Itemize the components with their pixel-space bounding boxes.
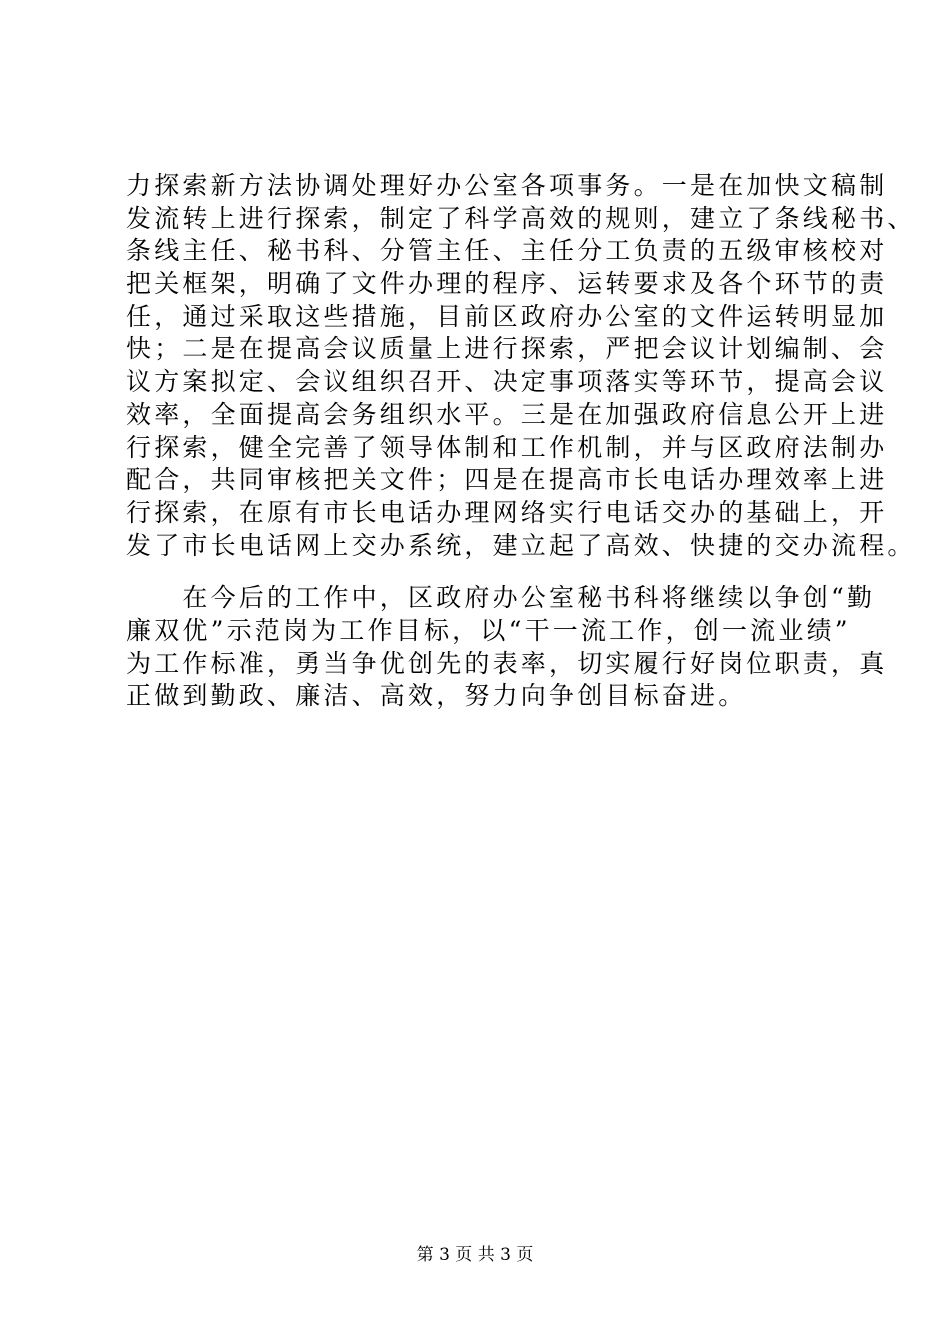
paragraph-line: 把关框架，明确了文件办理的程序、运转要求及各个环节的责 <box>126 269 888 299</box>
paragraph-spacer <box>126 562 846 582</box>
paragraph-line: 发了市长电话网上交办系统，建立起了高效、快捷的交办流程。 <box>126 530 916 560</box>
paragraph-line: 正做到勤政、廉洁、高效，努力向争创目标奋进。 <box>126 681 747 711</box>
paragraph-line: 发流转上进行探索，制定了科学高效的规则，建立了条线秘书、 <box>126 203 916 233</box>
paragraph-line: 条线主任、秘书科、分管主任、主任分工负责的五级审核校对 <box>126 236 888 266</box>
paragraph-line: 力探索新方法协调处理好办公室各项事务。一是在加快文稿制 <box>126 171 888 200</box>
paragraph-line: 为工作标准，勇当争优创先的表率，切实履行好岗位职责，真 <box>126 648 888 678</box>
paragraph-line: 廉双优”示范岗为工作目标，以“干一流工作，创一流业绩” <box>126 615 851 645</box>
paragraph-line: 配合，共同审核把关文件；四是在提高市长电话办理效率上进 <box>126 465 888 495</box>
paragraph-line: 快；二是在提高会议质量上进行探索，严把会议计划编制、会 <box>126 334 888 364</box>
paragraph-line: 议方案拟定、会议组织召开、决定事项落实等环节，提高会议 <box>126 367 888 397</box>
paragraph-line: 任，通过采取这些措施，目前区政府办公室的文件运转明显加 <box>126 301 888 331</box>
paragraph-line: 效率，全面提高会务组织水平。三是在加强政府信息公开上进 <box>126 399 888 429</box>
page-number-footer: 第 3 页 共 3 页 <box>416 1245 534 1265</box>
paragraph-line: 行探索，在原有市长电话办理网络实行电话交办的基础上，开 <box>126 497 888 527</box>
document-body <box>126 170 916 713</box>
paragraph-line: 行探索，健全完善了领导体制和工作机制，并与区政府法制办 <box>126 432 888 462</box>
paragraph-line: 在今后的工作中，区政府办公室秘书科将继续以争创“勤 <box>126 583 876 613</box>
